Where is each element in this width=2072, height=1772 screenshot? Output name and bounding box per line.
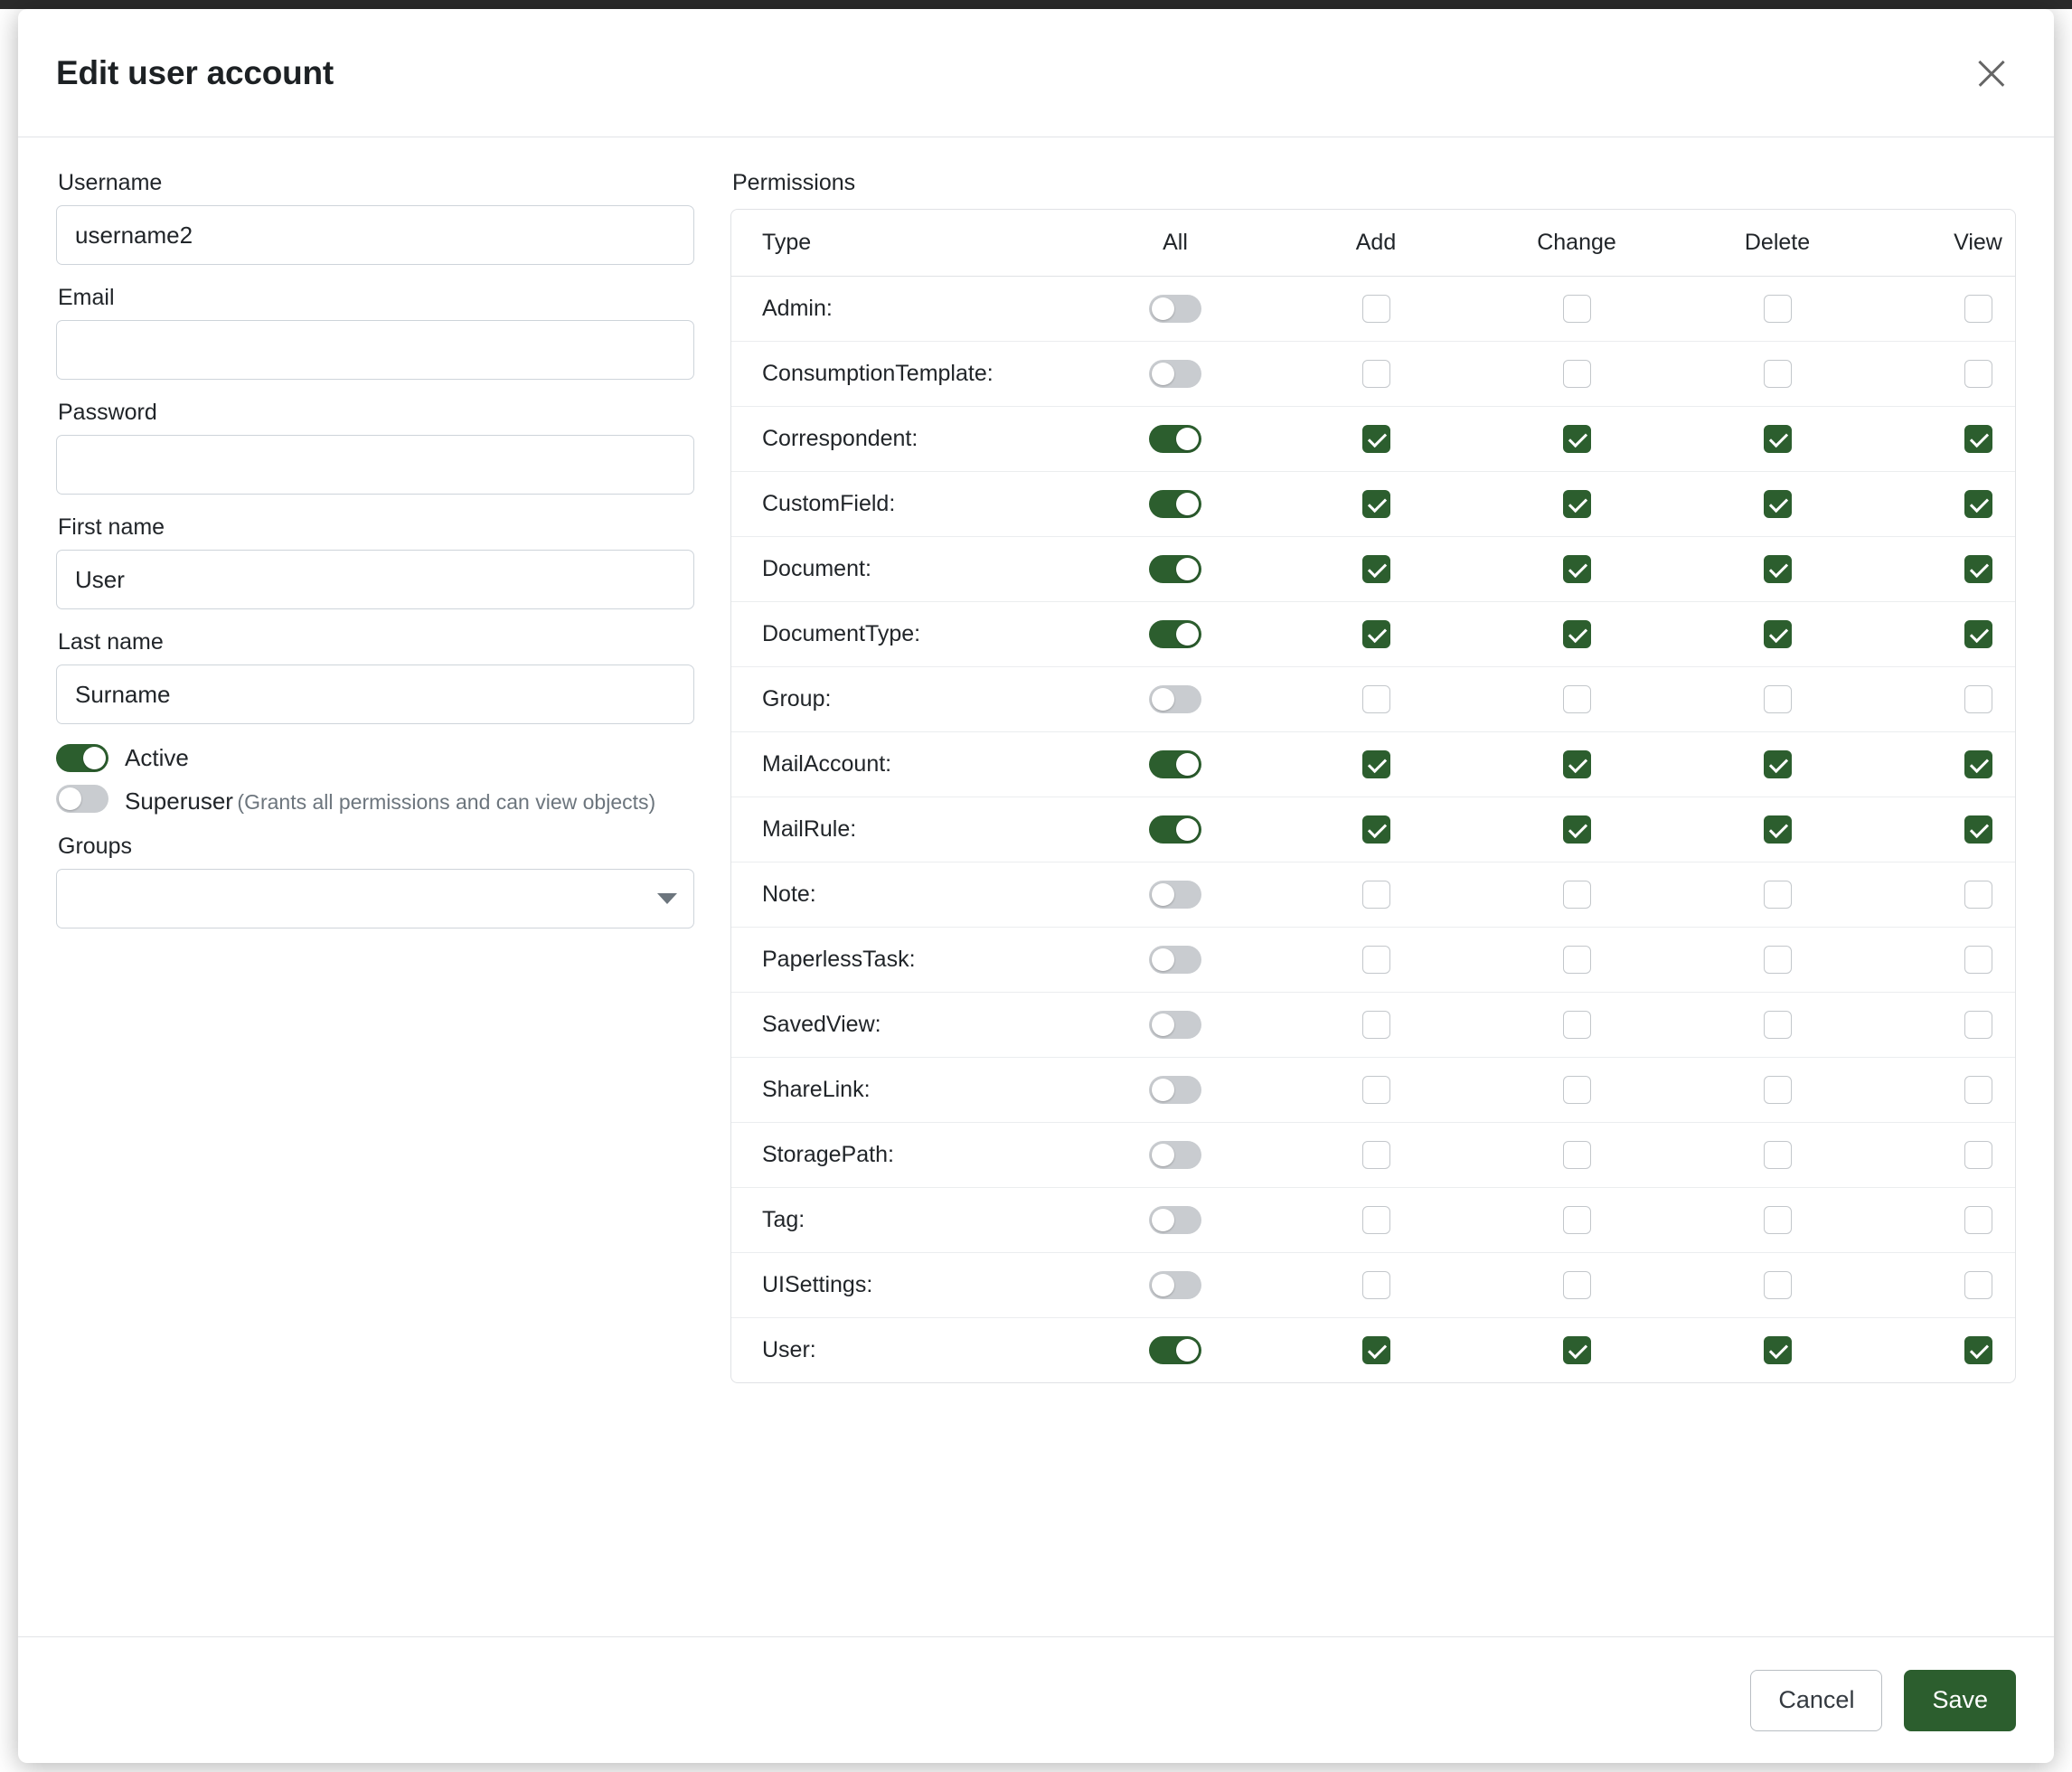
permission-all-cell [1075,277,1276,342]
superuser-toggle-row [56,785,694,817]
table-row [731,342,2016,407]
permission-type-label: UISettings: [731,1253,1075,1318]
permission-all-cell [1075,667,1276,732]
permission-add-checkbox[interactable] [1362,620,1390,648]
user-details-form [56,170,694,1636]
permission-delete-checkbox[interactable] [1764,295,1792,323]
table-row [731,862,2016,928]
superuser-label: Superuser [125,787,233,815]
permissions-title: Permissions [732,170,856,195]
permission-all-toggle[interactable] [1149,685,1201,713]
table-row [731,1253,2016,1318]
permission-change-checkbox[interactable] [1563,1076,1591,1104]
permission-add-checkbox-cell [1276,537,1476,602]
groups-label: Groups [58,834,132,860]
permission-add-checkbox-cell [1276,472,1476,537]
permission-view-checkbox-cell [1878,732,2016,797]
permission-type-label: MailRule: [731,797,1075,862]
permission-view-checkbox[interactable] [1964,620,1992,648]
permission-add-checkbox[interactable] [1362,881,1390,909]
permission-delete-checkbox[interactable] [1764,1076,1792,1104]
permission-change-checkbox[interactable] [1563,360,1591,388]
permission-all-cell [1075,537,1276,602]
permission-change-checkbox-cell [1476,797,1677,862]
permission-all-toggle[interactable] [1149,360,1201,388]
groups-select[interactable] [56,869,694,928]
permission-delete-checkbox-cell [1677,1123,1878,1188]
permission-all-toggle[interactable] [1149,425,1201,453]
permission-delete-checkbox-cell [1677,407,1878,472]
permission-change-checkbox-cell [1476,928,1677,993]
permission-view-checkbox[interactable] [1964,1076,1992,1104]
permission-all-toggle[interactable] [1149,1011,1201,1039]
permission-type-label: Tag: [731,1188,1075,1253]
dialog-body [18,137,2054,1636]
permission-add-checkbox[interactable] [1362,1076,1390,1104]
permission-all-cell [1075,732,1276,797]
first-name-input[interactable] [56,550,694,609]
table-row [731,472,2016,537]
permission-view-checkbox[interactable] [1964,1336,1992,1364]
permission-delete-checkbox[interactable] [1764,425,1792,453]
permission-delete-checkbox-cell [1677,993,1878,1058]
permission-all-toggle[interactable] [1149,946,1201,974]
superuser-text [125,785,655,817]
permission-view-checkbox-cell [1878,1058,2016,1123]
email-field-group [56,285,694,380]
table-row [731,732,2016,797]
permission-delete-checkbox[interactable] [1764,490,1792,518]
cancel-button[interactable]: Cancel [1750,1670,1882,1731]
permission-change-checkbox[interactable] [1563,750,1591,778]
permission-all-cell [1075,1188,1276,1253]
permission-add-checkbox-cell [1276,928,1476,993]
dialog-title: Edit user account [56,53,334,91]
permission-all-toggle[interactable] [1149,490,1201,518]
permission-view-checkbox[interactable] [1964,490,1992,518]
permission-view-checkbox-cell [1878,993,2016,1058]
window-top-bar [0,0,2072,9]
close-icon[interactable] [1969,51,2014,96]
permission-change-checkbox[interactable] [1563,1271,1591,1299]
permission-add-checkbox-cell [1276,1123,1476,1188]
permission-view-checkbox[interactable] [1964,685,1992,713]
permission-all-cell [1075,407,1276,472]
permission-view-checkbox[interactable] [1964,881,1992,909]
chevron-down-icon [657,893,677,904]
permission-type-label: Note: [731,862,1075,928]
permission-all-cell [1075,862,1276,928]
dialog-footer [18,1636,2054,1763]
permission-change-checkbox-cell [1476,602,1677,667]
permission-delete-checkbox-cell [1677,277,1878,342]
permission-type-label: DocumentType: [731,602,1075,667]
superuser-hint: (Grants all permissions and can view objects) [237,790,656,814]
permission-delete-checkbox-cell [1677,928,1878,993]
column-header-delete: Delete [1677,210,1878,277]
username-field-group [56,170,694,265]
permission-delete-checkbox-cell [1677,342,1878,407]
permission-all-toggle[interactable] [1149,815,1201,844]
permission-add-checkbox[interactable] [1362,1271,1390,1299]
permission-add-checkbox-cell [1276,1188,1476,1253]
permission-all-cell [1075,602,1276,667]
permission-view-checkbox[interactable] [1964,946,1992,974]
table-row [731,602,2016,667]
permission-delete-checkbox[interactable] [1764,946,1792,974]
permission-all-cell [1075,928,1276,993]
permission-add-checkbox-cell [1276,862,1476,928]
permission-view-checkbox-cell [1878,602,2016,667]
permission-type-label: PaperlessTask: [731,928,1075,993]
permission-all-cell [1075,1058,1276,1123]
permission-all-cell [1075,1253,1276,1318]
permission-type-label: Admin: [731,277,1075,342]
permission-delete-checkbox[interactable] [1764,1141,1792,1169]
active-toggle-row [56,744,694,772]
permission-all-toggle[interactable] [1149,1206,1201,1234]
column-header-all: All [1075,210,1276,277]
permission-delete-checkbox-cell [1677,472,1878,537]
table-row [731,993,2016,1058]
permission-change-checkbox[interactable] [1563,620,1591,648]
permission-delete-checkbox-cell [1677,537,1878,602]
permission-add-checkbox[interactable] [1362,555,1390,583]
permission-all-cell [1075,993,1276,1058]
permission-all-cell [1075,797,1276,862]
permission-view-checkbox[interactable] [1964,295,1992,323]
permission-change-checkbox-cell [1476,472,1677,537]
permission-change-checkbox[interactable] [1563,815,1591,844]
permission-delete-checkbox[interactable] [1764,750,1792,778]
permission-change-checkbox[interactable] [1563,881,1591,909]
permission-type-label: SavedView: [731,993,1075,1058]
permission-all-toggle[interactable] [1149,881,1201,909]
permissions-header-row [731,210,2016,277]
permission-change-checkbox[interactable] [1563,425,1591,453]
permission-change-checkbox-cell [1476,1123,1677,1188]
permission-all-cell [1075,1123,1276,1188]
permission-all-cell [1075,1318,1276,1383]
permission-add-checkbox-cell [1276,993,1476,1058]
table-row [731,537,2016,602]
table-row [731,1188,2016,1253]
permission-add-checkbox-cell [1276,1253,1476,1318]
groups-field-group [56,834,694,928]
password-label: Password [58,400,157,425]
permission-change-checkbox[interactable] [1563,1141,1591,1169]
permission-view-checkbox-cell [1878,1188,2016,1253]
permission-add-checkbox[interactable] [1362,750,1390,778]
last-name-input[interactable] [56,664,694,724]
permission-view-checkbox[interactable] [1964,1206,1992,1234]
permission-all-toggle[interactable] [1149,1076,1201,1104]
permission-all-toggle[interactable] [1149,1141,1201,1169]
username-label: Username [58,170,163,195]
permission-add-checkbox[interactable] [1362,685,1390,713]
permission-delete-checkbox-cell [1677,602,1878,667]
permission-delete-checkbox-cell [1677,667,1878,732]
permission-type-label: Group: [731,667,1075,732]
permission-add-checkbox-cell [1276,797,1476,862]
permission-view-checkbox[interactable] [1964,1141,1992,1169]
email-label: Email [58,285,115,310]
permission-change-checkbox-cell [1476,1058,1677,1123]
permission-view-checkbox-cell [1878,928,2016,993]
permission-type-label: MailAccount: [731,732,1075,797]
permission-change-checkbox[interactable] [1563,1206,1591,1234]
permission-change-checkbox-cell [1476,277,1677,342]
permission-delete-checkbox[interactable] [1764,1206,1792,1234]
permission-add-checkbox[interactable] [1362,490,1390,518]
permission-view-checkbox[interactable] [1964,1011,1992,1039]
table-row [731,1318,2016,1383]
permission-change-checkbox-cell [1476,537,1677,602]
permission-change-checkbox[interactable] [1563,685,1591,713]
permission-change-checkbox-cell [1476,1253,1677,1318]
permissions-section [730,170,2016,1636]
superuser-toggle[interactable] [56,785,108,813]
permission-add-checkbox-cell [1276,1318,1476,1383]
permission-view-checkbox-cell [1878,537,2016,602]
column-header-change: Change [1476,210,1677,277]
permission-add-checkbox[interactable] [1362,815,1390,844]
table-row [731,1123,2016,1188]
permissions-table [730,209,2016,1383]
permission-change-checkbox-cell [1476,1188,1677,1253]
permission-type-label: CustomField: [731,472,1075,537]
password-field-group [56,400,694,495]
permission-delete-checkbox[interactable] [1764,360,1792,388]
save-button[interactable]: Save [1904,1670,2016,1731]
permission-add-checkbox-cell [1276,1058,1476,1123]
permission-change-checkbox[interactable] [1563,946,1591,974]
table-row [731,407,2016,472]
permission-all-cell [1075,342,1276,407]
permission-all-toggle[interactable] [1149,1271,1201,1299]
username-input[interactable] [56,205,694,265]
permission-add-checkbox[interactable] [1362,1011,1390,1039]
permission-delete-checkbox-cell [1677,1253,1878,1318]
table-row [731,277,2016,342]
permission-view-checkbox-cell [1878,1123,2016,1188]
permission-view-checkbox[interactable] [1964,815,1992,844]
last-name-field-group [56,629,694,724]
email-input[interactable] [56,320,694,380]
permission-view-checkbox-cell [1878,797,2016,862]
permission-delete-checkbox[interactable] [1764,685,1792,713]
permission-add-checkbox[interactable] [1362,295,1390,323]
permission-delete-checkbox-cell [1677,1188,1878,1253]
permission-view-checkbox-cell [1878,407,2016,472]
permission-type-label: ConsumptionTemplate: [731,342,1075,407]
permission-add-checkbox-cell [1276,732,1476,797]
permission-view-checkbox[interactable] [1964,360,1992,388]
permission-delete-checkbox-cell [1677,1058,1878,1123]
table-row [731,928,2016,993]
permission-type-label: Document: [731,537,1075,602]
column-header-add: Add [1276,210,1476,277]
permission-delete-checkbox-cell [1677,797,1878,862]
permission-view-checkbox-cell [1878,342,2016,407]
permission-delete-checkbox[interactable] [1764,1011,1792,1039]
permission-view-checkbox-cell [1878,472,2016,537]
column-header-view: View [1878,210,2016,277]
edit-user-account-dialog [18,9,2054,1763]
permission-view-checkbox[interactable] [1964,750,1992,778]
permission-add-checkbox-cell [1276,407,1476,472]
permission-add-checkbox[interactable] [1362,1141,1390,1169]
first-name-label: First name [58,514,165,540]
permission-all-cell [1075,472,1276,537]
permission-add-checkbox[interactable] [1362,1206,1390,1234]
permission-add-checkbox-cell [1276,667,1476,732]
permission-change-checkbox[interactable] [1563,1011,1591,1039]
permission-view-checkbox[interactable] [1964,1271,1992,1299]
permission-change-checkbox[interactable] [1563,295,1591,323]
permission-delete-checkbox-cell [1677,732,1878,797]
permission-view-checkbox[interactable] [1964,425,1992,453]
permission-add-checkbox[interactable] [1362,1336,1390,1364]
permission-delete-checkbox[interactable] [1764,620,1792,648]
permission-all-toggle[interactable] [1149,555,1201,583]
permission-add-checkbox-cell [1276,277,1476,342]
permission-view-checkbox[interactable] [1964,555,1992,583]
last-name-label: Last name [58,629,164,655]
permission-change-checkbox[interactable] [1563,490,1591,518]
permission-change-checkbox[interactable] [1563,555,1591,583]
table-row [731,797,2016,862]
first-name-field-group [56,514,694,609]
permission-change-checkbox-cell [1476,1318,1677,1383]
permission-delete-checkbox[interactable] [1764,1271,1792,1299]
table-row [731,667,2016,732]
permission-add-checkbox[interactable] [1362,360,1390,388]
permission-add-checkbox[interactable] [1362,946,1390,974]
permission-all-toggle[interactable] [1149,620,1201,648]
permission-type-label: User: [762,1337,816,1362]
permission-delete-checkbox[interactable] [1764,1336,1792,1364]
permissions-body [731,277,2016,1383]
permission-delete-checkbox[interactable] [1764,815,1792,844]
active-label: Active [125,744,189,771]
permission-delete-checkbox[interactable] [1764,555,1792,583]
permission-all-toggle[interactable] [1149,295,1201,323]
permission-all-toggle[interactable] [1149,1336,1201,1364]
permission-add-checkbox-cell [1276,342,1476,407]
permission-view-checkbox-cell [1878,277,2016,342]
permission-type-label: ShareLink: [731,1058,1075,1123]
permission-change-checkbox-cell [1476,407,1677,472]
permission-add-checkbox-cell [1276,602,1476,667]
table-row [731,1058,2016,1123]
permission-type-label: Correspondent: [731,407,1075,472]
permission-change-checkbox-cell [1476,993,1677,1058]
column-header-type: Type [731,210,1075,277]
permission-change-checkbox-cell [1476,342,1677,407]
permission-change-checkbox-cell [1476,732,1677,797]
permission-view-checkbox-cell [1878,1253,2016,1318]
password-input[interactable] [56,435,694,495]
dialog-header [18,9,2054,137]
permission-view-checkbox-cell [1878,1318,2016,1383]
permission-change-checkbox-cell [1476,667,1677,732]
permission-change-checkbox[interactable] [1563,1336,1591,1364]
permission-delete-checkbox-cell [1677,1318,1878,1383]
permission-add-checkbox[interactable] [1362,425,1390,453]
permission-type-label: StoragePath: [731,1123,1075,1188]
permission-all-toggle[interactable] [1149,750,1201,778]
permission-delete-checkbox[interactable] [1764,881,1792,909]
permission-view-checkbox-cell [1878,862,2016,928]
active-toggle[interactable] [56,744,108,772]
permission-view-checkbox-cell [1878,667,2016,732]
permission-delete-checkbox-cell [1677,862,1878,928]
permission-change-checkbox-cell [1476,862,1677,928]
